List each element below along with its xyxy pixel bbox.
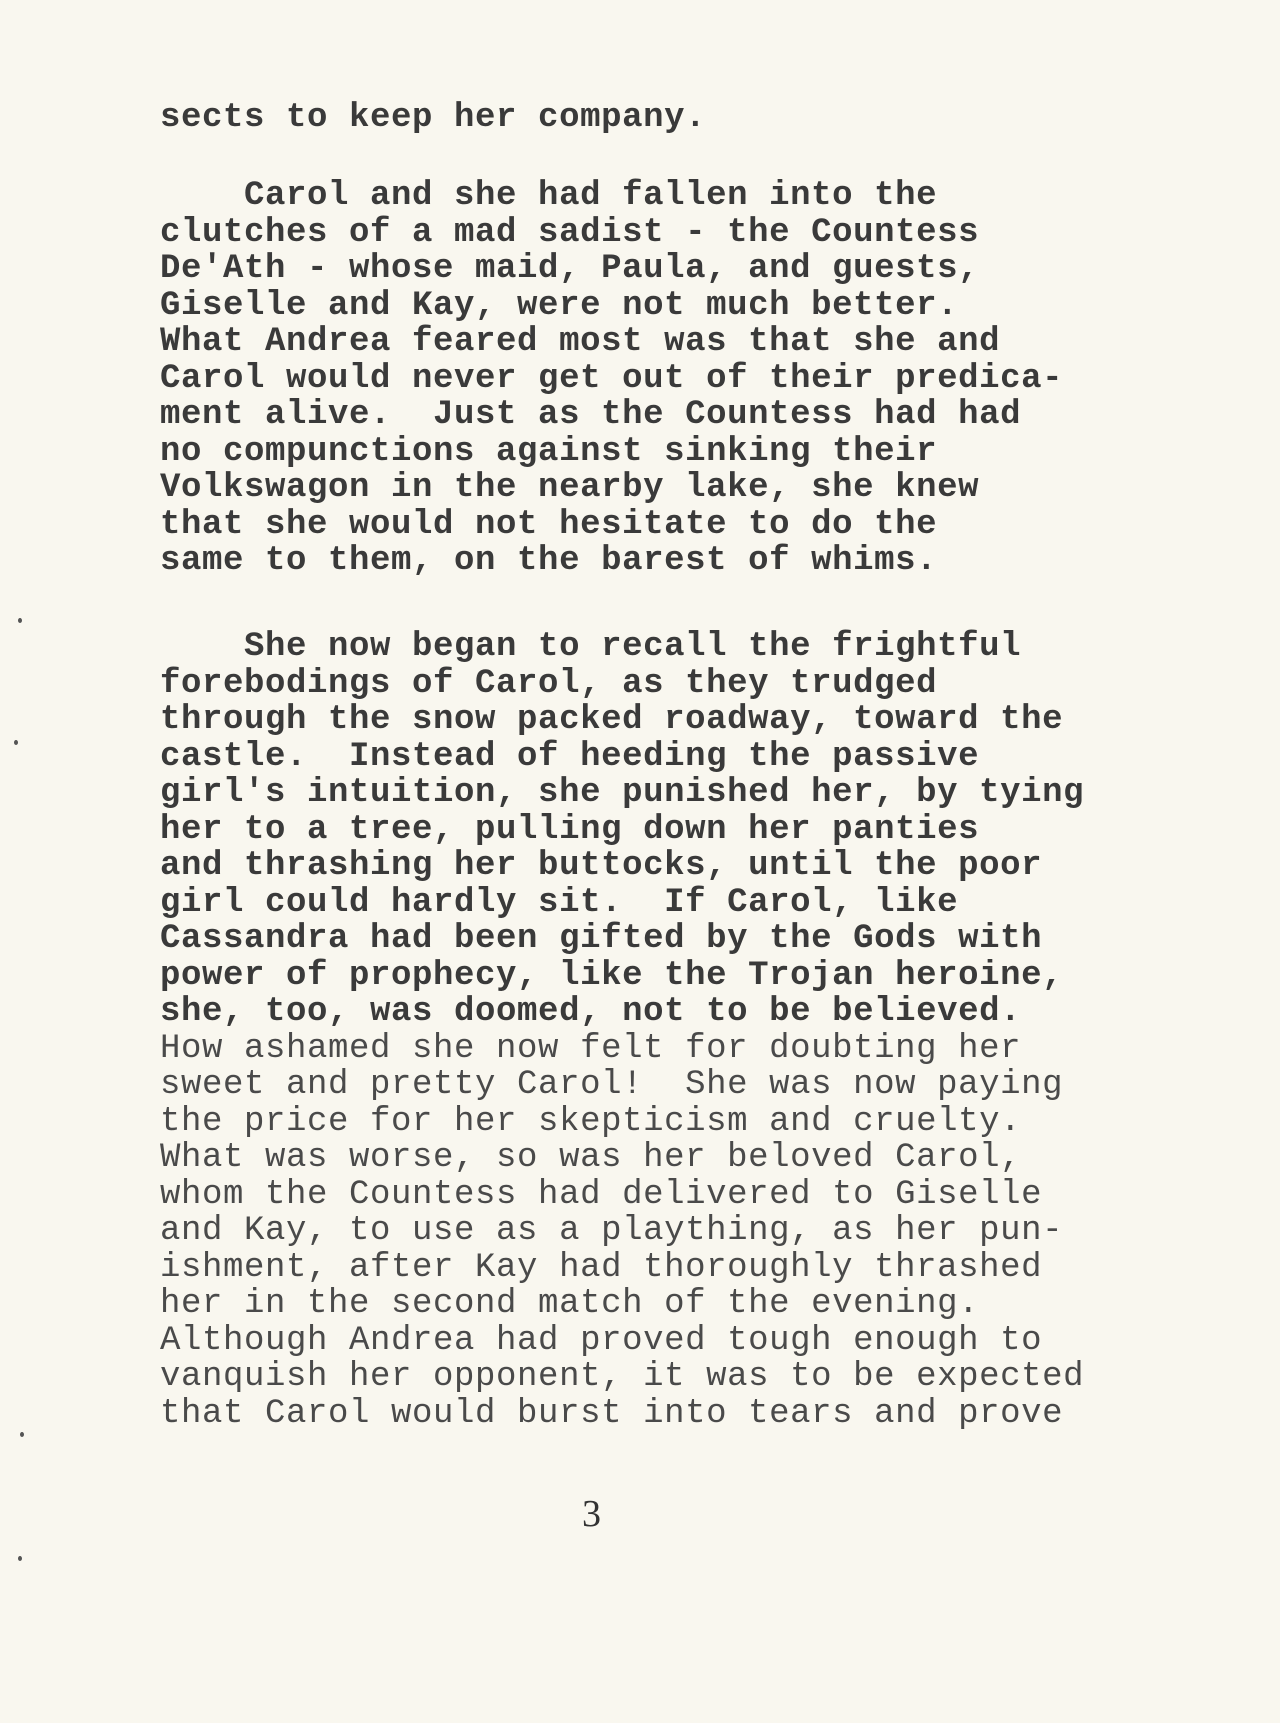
text-line: De'Ath - whose maid, Paula, and guests, bbox=[160, 250, 980, 288]
text-line: Giselle and Kay, were not much better. bbox=[160, 286, 959, 325]
margin-dot bbox=[14, 740, 18, 745]
text-line: forebodings of Carol, as they trudged bbox=[160, 664, 938, 703]
margin-dot bbox=[20, 1432, 24, 1437]
text-line: What Andrea feared most was that she and bbox=[160, 323, 1001, 361]
text-line: castle. Instead of heeding the passive bbox=[160, 737, 980, 776]
paragraph-3 bbox=[160, 629, 1160, 1432]
text-line: through the snow packed roadway, toward the bbox=[160, 701, 1064, 739]
text-line: ishment, after Kay had thoroughly thrashed bbox=[160, 1248, 1043, 1287]
text-line: same to them, on the barest of whims. bbox=[160, 542, 938, 580]
text-line: She now began to recall the frightful bbox=[160, 628, 1022, 666]
text-line: and Kay, to use as a plaything, as her pun- bbox=[160, 1212, 1064, 1250]
text-line: power of prophecy, like the Trojan heroine, bbox=[160, 956, 1064, 995]
text-line: Carol would never get out of their predica- bbox=[160, 359, 1064, 398]
text-line: How ashamed she now felt for doubting her bbox=[160, 1029, 1022, 1068]
text-line: girl's intuition, she punished her, by tying bbox=[160, 774, 1085, 812]
text-line: sweet and pretty Carol! She was now paying bbox=[160, 1066, 1064, 1104]
text-line: Carol and she had fallen into the bbox=[160, 177, 938, 215]
text-line: whom the Countess had delivered to Giselle bbox=[160, 1175, 1043, 1214]
text-line: her to a tree, pulling down her panties bbox=[160, 810, 980, 849]
text-line: Cassandra had been gifted by the Gods with bbox=[160, 920, 1043, 958]
text-line: ment alive. Just as the Countess had had bbox=[160, 396, 1022, 434]
text-line: the price for her skepticism and cruelty. bbox=[160, 1102, 1022, 1141]
text-line: and thrashing her buttocks, until the poor bbox=[160, 847, 1043, 885]
text-line: Volkswagon in the nearby lake, she knew bbox=[160, 469, 980, 507]
margin-dot bbox=[18, 618, 22, 623]
text-line: she, too, was doomed, not to be believed. bbox=[160, 993, 1022, 1031]
text-line: vanquish her opponent, it was to be expected bbox=[160, 1358, 1085, 1396]
text-line: girl could hardly sit. If Carol, like bbox=[160, 883, 959, 922]
text-line: no compunctions against sinking their bbox=[160, 432, 938, 471]
text-line: sects to keep her company. bbox=[160, 99, 707, 137]
text-line: clutches of a mad sadist - the Countess bbox=[160, 213, 980, 252]
paragraph-2 bbox=[160, 178, 1160, 580]
margin-dot bbox=[18, 1556, 22, 1561]
text-line: her in the second match of the evening. bbox=[160, 1285, 980, 1323]
paragraph-1 bbox=[160, 100, 1160, 137]
text-line: that she would not hesitate to do the bbox=[160, 505, 938, 544]
text-line: What was worse, so was her beloved Carol, bbox=[160, 1139, 1022, 1177]
text-line: Although Andrea had proved tough enough to bbox=[160, 1321, 1043, 1360]
page-number: 3 bbox=[582, 1493, 601, 1535]
text-line: that Carol would burst into tears and prove bbox=[160, 1394, 1064, 1433]
